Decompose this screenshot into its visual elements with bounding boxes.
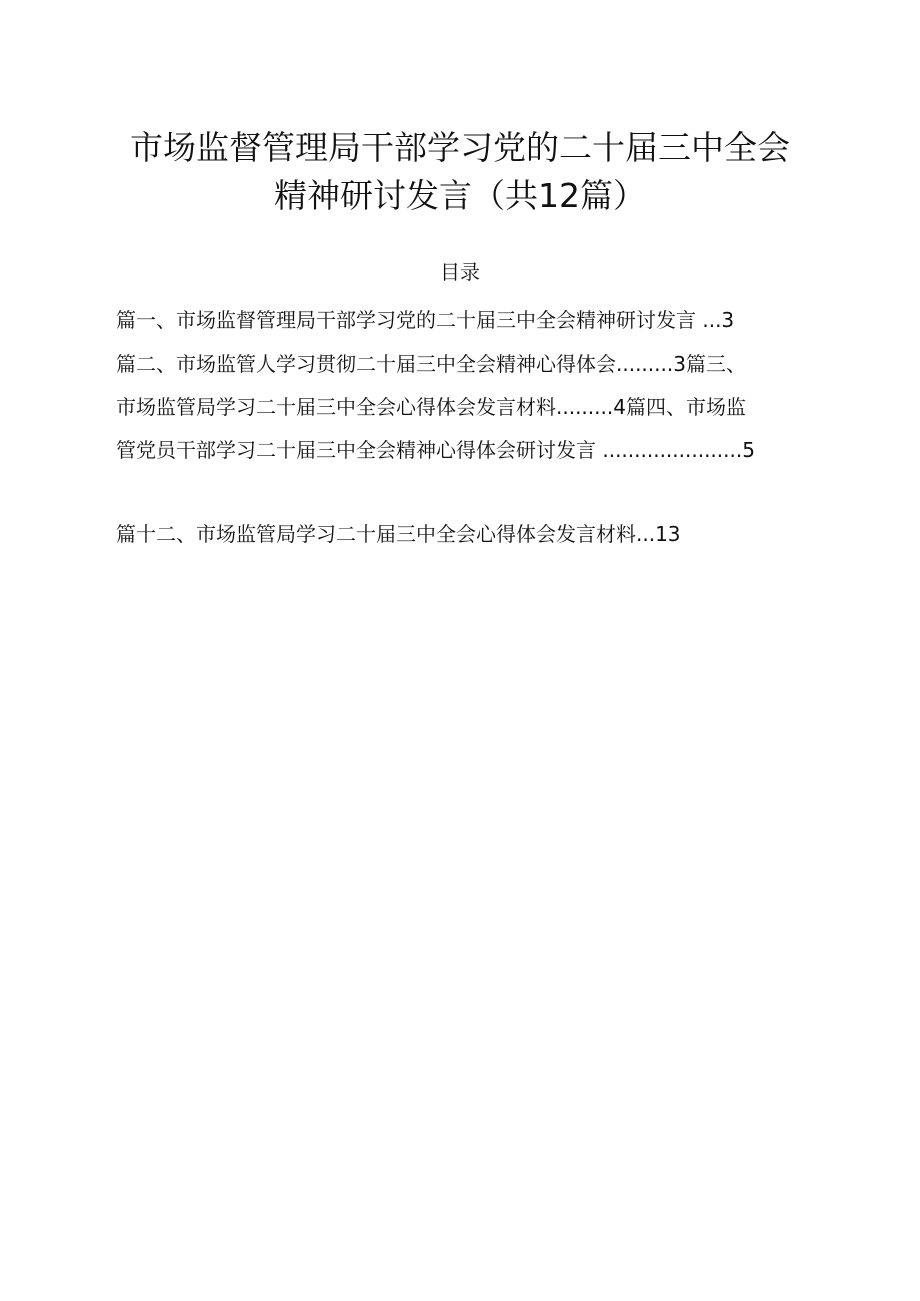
toc-line: 篇十二、市场监管局学习二十届三中全会心得体会发言材料...13 — [116, 522, 681, 546]
toc-line: 管党员干部学习二十届三中全会精神心得体会研讨发言 ......................5 — [116, 438, 755, 462]
toc-heading: 目录 — [440, 260, 480, 284]
toc-line: 篇二、市场监管人学习贯彻二十届三中全会精神心得体会.........3篇三、 — [116, 352, 746, 376]
document-title-line-1: 市场监督管理局干部学习党的二十届三中全会 — [130, 128, 790, 167]
document-title-line-2: 精神研讨发言（共12篇） — [274, 176, 646, 215]
toc-line: 篇一、市场监督管理局干部学习党的二十届三中全会精神研讨发言 ...3 — [116, 308, 735, 332]
toc-line: 市场监管局学习二十届三中全会心得体会发言材料.........4篇四、市场监 — [116, 395, 746, 419]
